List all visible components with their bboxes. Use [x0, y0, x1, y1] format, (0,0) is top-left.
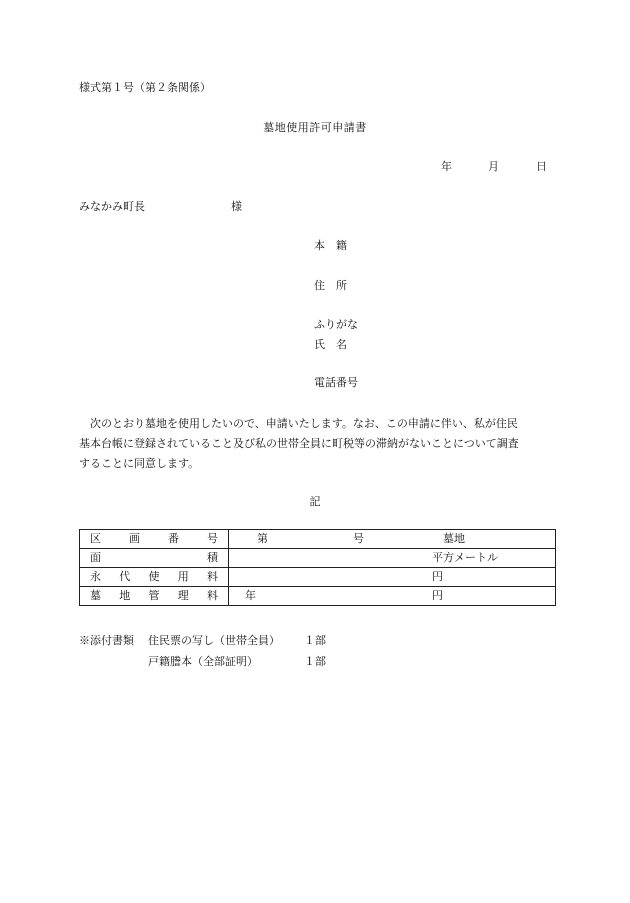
consent-line-3: することに同意します。 — [79, 457, 200, 470]
area-value — [229, 549, 556, 568]
table-row-management-fee — [80, 587, 556, 606]
perpetual-fee-label: 永代使用料 — [80, 568, 229, 587]
attachment-item-residence: 住民票の写し（世帯全員） — [148, 634, 280, 647]
addressee-suffix: 様 — [231, 200, 242, 213]
date-month-label: 月 — [488, 160, 499, 173]
table-row-area — [80, 549, 556, 568]
consent-line-2: 基本台帳に登録されていること及び私の世帯全員に町税等の滞納がないことについて調査 — [79, 437, 519, 450]
attachment-item-koseki: 戸籍謄本（全部証明） — [148, 655, 258, 668]
perpetual-fee-unit: 円 — [432, 570, 443, 583]
plot-number-suffix: 号 — [353, 532, 364, 545]
management-fee-unit: 円 — [432, 589, 443, 602]
document-title: 墓地使用許可申請書 — [263, 121, 367, 134]
management-fee-value — [229, 587, 556, 606]
area-label: 面積 — [80, 549, 229, 568]
consent-line-1: 次のとおり墓地を使用したいので、申請いたします。なお、この申請に伴い、私が住民 — [79, 417, 518, 430]
plot-cemetery-suffix: 墓地 — [443, 532, 465, 545]
plot-number-label: 区画番号 — [80, 530, 229, 549]
attachment-count-residence: １部 — [304, 634, 326, 647]
plot-details-table — [79, 529, 556, 606]
perpetual-fee-value — [229, 568, 556, 587]
date-day-label: 日 — [536, 160, 547, 173]
applicant-phone-label: 電話番号 — [314, 376, 358, 389]
applicant-honseki-label: 本 籍 — [314, 239, 347, 252]
management-fee-year: 年 — [245, 589, 256, 602]
table-row-plot-number — [80, 530, 556, 549]
area-unit: 平方メートル — [432, 551, 498, 564]
management-fee-label: 墓地管理料 — [80, 587, 229, 606]
addressee-name: みなかみ町長 — [79, 200, 145, 213]
consent-paragraph — [79, 414, 559, 474]
table-row-perpetual-fee — [80, 568, 556, 587]
applicant-furigana-label: ふりがな — [314, 318, 358, 331]
applicant-address-label: 住 所 — [314, 279, 347, 292]
date-year-label: 年 — [441, 160, 452, 173]
plot-number-prefix: 第 — [257, 532, 268, 545]
attachments-heading: ※添付書類 — [79, 634, 134, 647]
ki-heading: 記 — [309, 495, 321, 508]
plot-number-value — [229, 530, 556, 549]
attachment-count-koseki: １部 — [304, 655, 326, 668]
form-number: 様式第１号（第２条関係） — [79, 81, 211, 94]
applicant-name-label: 氏 名 — [314, 338, 347, 351]
